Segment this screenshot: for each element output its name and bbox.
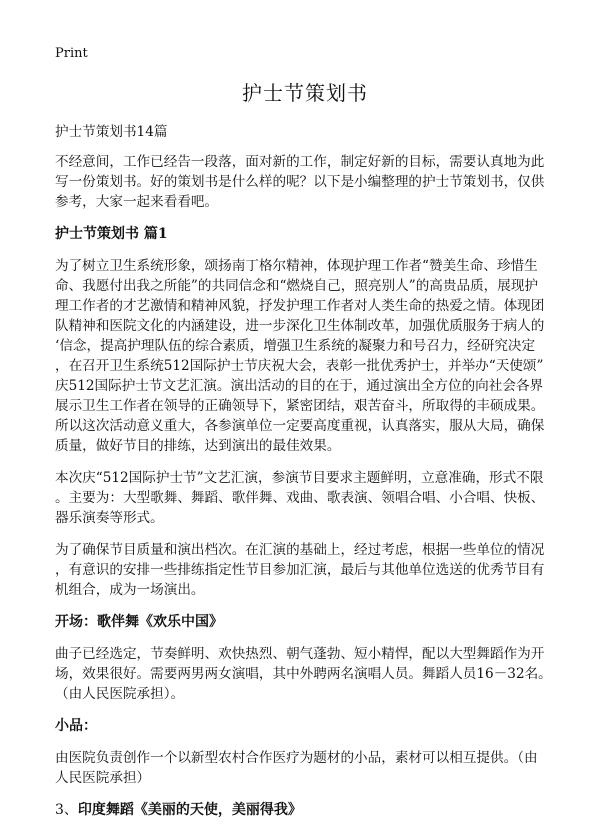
paragraph-purpose bbox=[55, 256, 555, 456]
text-line: 曲子已经选定，节奏鲜明、欢快热烈、朝气蓬勃、短小精悍，配以大型舞蹈作为开 bbox=[55, 646, 545, 662]
text-line: 为了确保节目质量和演出档次。在汇演的基础上，经过考虑，根据一些单位的情况 bbox=[55, 542, 545, 558]
paragraph-skit bbox=[55, 748, 555, 788]
text-line: 场，效果很好。需要两男两女演唱，其中外聘两名演唱人员。舞蹈人员16－32名。 bbox=[55, 666, 552, 682]
text-line: 器乐演奏等形式。 bbox=[55, 510, 164, 526]
text-line: 。主要为：大型歌舞、舞蹈、歌伴舞、戏曲、歌表演、领唱合唱、小合唱、快板、 bbox=[55, 490, 545, 506]
text-line: 庆512国际护士节文艺汇演。演出活动的目的在于，通过演出全方位的向社会各界 bbox=[55, 378, 544, 394]
item3-title: 印度舞蹈《美丽的天使，美丽得我》 bbox=[77, 802, 302, 818]
paragraph-forms bbox=[55, 468, 555, 528]
text-line: 队精神和医院文化的内涵建设，进一步深化卫生体制改革，加强优质服务于病人的 bbox=[55, 318, 545, 334]
text-line: 本次庆“512国际护士节”文艺汇演，参演节目要求主题鲜明，立意准确，形式不限 bbox=[55, 470, 544, 486]
paragraph-opening bbox=[55, 644, 555, 704]
skit-heading: 小品： bbox=[55, 718, 97, 734]
text-line: 写一份策划书。好的策划书是什么样的呢？以下是小编整理的护士节策划书，仅供 bbox=[55, 174, 545, 190]
text-line: 不经意间，工作已经告一段落，面对新的工作，制定好新的目标，需要认真地为此 bbox=[55, 154, 545, 170]
text-line: 人民医院承担） bbox=[55, 770, 151, 786]
paragraph-quality bbox=[55, 540, 555, 600]
text-line: 为了树立卫生系统形象，颂扬南丁格尔精神，体现护理工作者“赞美生命、珍惜生 bbox=[55, 258, 538, 274]
subtitle: 护士节策划书14篇 bbox=[55, 124, 168, 140]
text-line: 质量，做好节目的排练，达到演出的最佳效果。 bbox=[55, 438, 341, 454]
text-line: （由人民医院承担）。 bbox=[55, 686, 185, 702]
page-title: 护士节策划书 bbox=[242, 81, 368, 105]
text-line: 机组合，成为一场演出。 bbox=[55, 582, 205, 598]
text-line: 展示卫生工作者在领导的正确领导下，紧密团结，艰苦奋斗，所取得的丰硕成果。 bbox=[55, 398, 545, 414]
text-line: ‘信念，提高护理队伍的综合素质，增强卫生系统的凝聚力和号召力，经研究决定 bbox=[55, 338, 536, 354]
text-line: ，有意识的安排一些排练指定性节目参加汇演，最后与其他单位选送的优秀节目有 bbox=[55, 562, 545, 578]
opening-heading: 开场：歌伴舞《欢乐中国》 bbox=[55, 614, 223, 630]
text-line: 由医院负责创作一个以新型农村合作医疗为题材的小品，素材可以相互提供。（由 bbox=[55, 750, 538, 766]
document bbox=[55, 46, 555, 832]
text-line: 理工作者的才艺激情和精神风貌，抒发护理工作者对人类生命的热爱之情。体现团 bbox=[55, 298, 545, 314]
print-link[interactable]: Print bbox=[55, 46, 88, 61]
text-line: ，在召开卫生系统512国际护士节庆祝大会，表彰一批优秀护士，并举办“天使颂” bbox=[55, 358, 544, 374]
intro-paragraph bbox=[55, 152, 555, 212]
text-line: 命、我愿付出我之所能”的共同信念和“燃烧自己，照亮别人”的高贵品质，展现护 bbox=[55, 278, 539, 294]
section-heading: 护士节策划书 篇1 bbox=[55, 226, 168, 242]
text-line: 参考，大家一起来看看吧。 bbox=[55, 194, 219, 210]
text-line: 所以这次活动意义重大，各参演单位一定要高度重视，认真落实，服从大局，确保 bbox=[55, 418, 545, 434]
item-number: 3、 bbox=[55, 802, 78, 818]
item3-heading bbox=[55, 800, 555, 820]
